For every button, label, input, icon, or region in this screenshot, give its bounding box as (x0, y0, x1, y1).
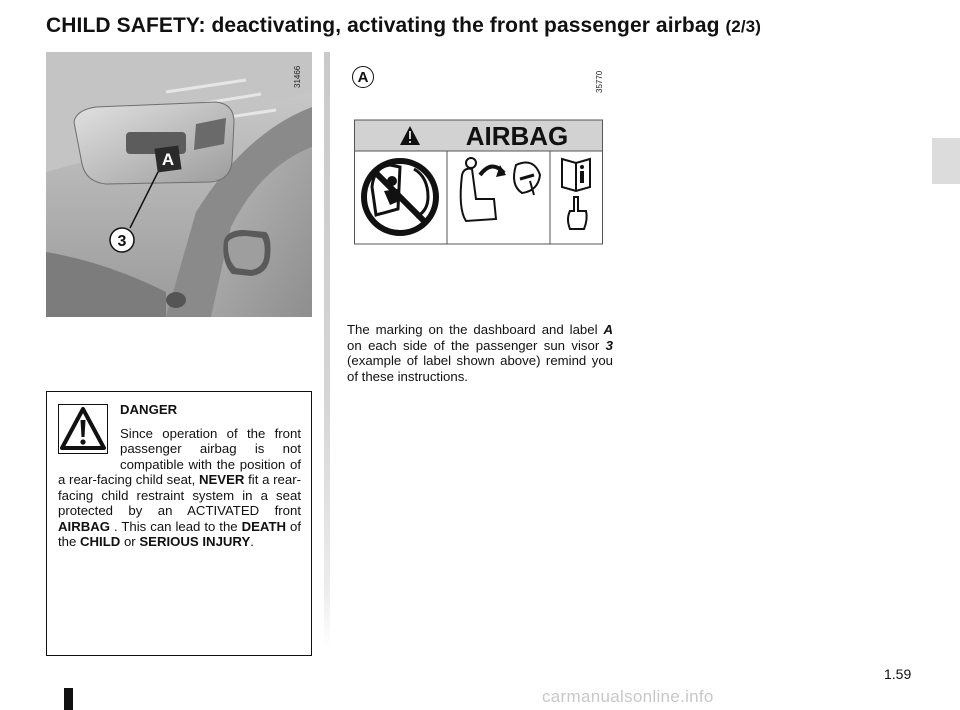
watermark: carmanualsonline.info (542, 687, 714, 706)
column-divider (324, 52, 330, 647)
text-segment: Since operation of the front passenger airbag is not compatible with the position of a rear-facing child seat, (58, 425, 301, 487)
airbag-warning-label (354, 119, 604, 245)
print-mark (64, 688, 73, 710)
label-callout-a: A (352, 66, 374, 88)
label-description (347, 322, 613, 384)
text-segment: (example of label shown above) remind you of these instructions. (347, 353, 613, 384)
page-title (46, 14, 761, 38)
text-segment: DEATH (241, 518, 287, 534)
title-part: (2/3) (725, 17, 761, 36)
text-segment: or (120, 534, 140, 549)
text-segment: fit a rear-facing child restraint system in a seat protected by an ACTIVATED front (58, 472, 301, 518)
page-number: 1.59 (884, 666, 912, 682)
text-segment: CHILD (80, 534, 121, 549)
photo-ref-code: 31466 (293, 65, 302, 88)
photo-callout-3: 3 (117, 233, 127, 250)
warning-triangle-icon (58, 404, 108, 454)
chapter-tab (932, 138, 960, 184)
text-segment: AIRBAG (58, 518, 111, 534)
text-segment: NEVER (198, 472, 245, 487)
text-segment: . This can lead to the (110, 518, 242, 534)
text-segment: of the (58, 518, 301, 549)
photo-callout-a: A (161, 150, 175, 169)
text-segment: on each side of the passenger sun visor (347, 337, 606, 353)
danger-warning-box (46, 391, 312, 656)
danger-heading: DANGER (120, 402, 178, 417)
title-text: CHILD SAFETY: deactivating, activating the front passenger airbag (46, 14, 720, 37)
text-segment: SERIOUS INJURY (139, 534, 251, 549)
text-segment: The marking on the dashboard and label (347, 322, 604, 337)
text-segment: 3 (605, 337, 613, 353)
label-ref-code: 35770 (595, 70, 604, 93)
sun-visor-photo (46, 52, 312, 317)
text-segment: . (250, 534, 254, 549)
text-segment: A (603, 322, 613, 337)
airbag-banner-text: AIRBAG (465, 121, 569, 151)
